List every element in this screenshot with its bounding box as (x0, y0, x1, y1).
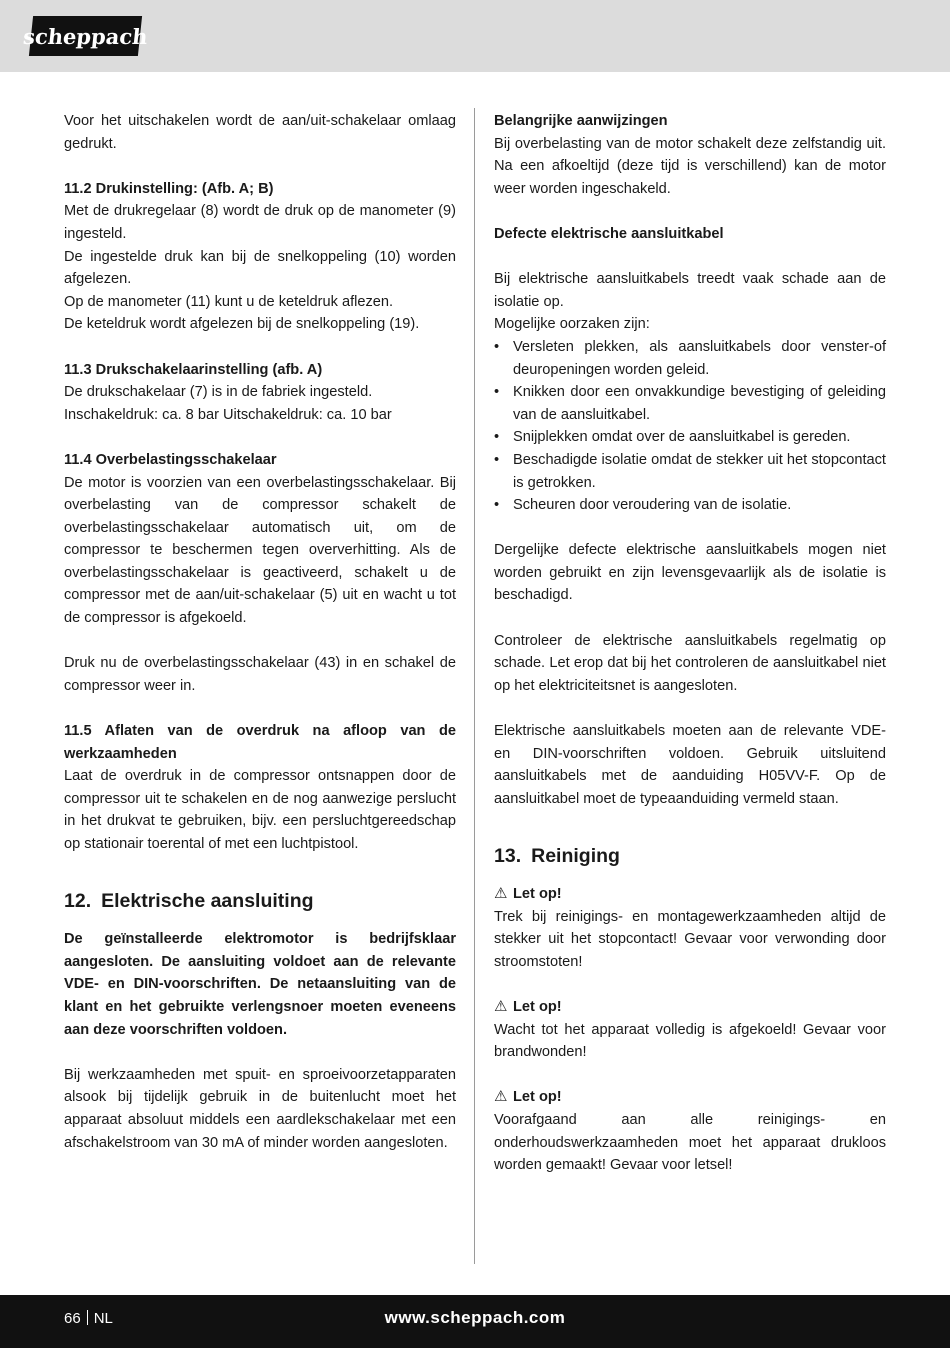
bullet: • (494, 384, 500, 401)
paragraph: Dergelijke defecte elektrische aansluitkabels mogen niet worden gebruikt en zijn levensgevaarlijk als de isolatie is beschadigd. (494, 542, 886, 604)
paragraph: Bij overbelasting van de motor schakelt deze zelfstandig uit. Na een afkoeltijd (deze tijd is verschillend) kan de motor weer worden ingeschakeld. (494, 135, 886, 197)
language-code: NL (93, 1310, 113, 1327)
column-divider (474, 108, 475, 1264)
warning-text: Trek bij reinigings- en montagewerkzaamheden altijd de stekker uit het stopcontact! Gevaar voor verwonding door stroomstoten! (494, 908, 886, 970)
list-item: • Beschadigde isolatie omdat de stekker uit het stopcontact is getrokken. (494, 449, 886, 494)
scheppach-logo: scheppach (29, 16, 142, 56)
section-11-4-title: 11.4 Overbelastingsschakelaar (64, 451, 277, 468)
section-title: Reiniging (531, 845, 620, 867)
page-header (0, 0, 950, 72)
section-11-5-title: 11.5 Aflaten van de overdruk na afloop van de werkzaamheden (64, 723, 456, 762)
paragraph: Met de drukregelaar (8) wordt de druk op de manometer (9) ingesteld. (64, 203, 456, 242)
list-item: • Knikken door een onvakkundige bevestiging of geleiding van de aansluitkabel. (494, 381, 886, 426)
right-column (494, 110, 886, 1177)
paragraph: Controleer de elektrische aansluitkabels regelmatig op schade. Let erop dat bij het controleren de aansluitkabel niet op het elektriciteitsnet is aangesloten. (494, 632, 886, 694)
bullet: • (494, 338, 500, 355)
section-12-heading (64, 878, 456, 922)
left-column (64, 110, 456, 1154)
list-item: • Snijplekken omdat over de aansluitkabel is gereden. (494, 426, 886, 449)
paragraph: De motor is voorzien van een overbelastingsschakelaar. Bij overbelasting van de compressor schakelt de overbelastingsschakelaar automatisch uit, om de compressor te beschermen tegen oververhitting. Als de overbelastingsschakelaar is geactiveerd, schakelt u de compressor met de aan/uit-schakelaar (5) uit en wacht u tot de compressor is afgekoeld. (64, 474, 456, 627)
defect-cable-title: Defecte elektrische aansluitkabel (494, 225, 724, 242)
section-title: Elektrische aansluiting (101, 890, 314, 913)
section-number: 12. (64, 890, 92, 913)
section-13-heading (494, 833, 886, 877)
paragraph: Inschakeldruk: ca. 8 bar Uitschakeldruk: ca. 10 bar (64, 406, 392, 423)
bullet: • (494, 451, 500, 468)
warning-label: ⚠ Let op! (494, 996, 886, 1019)
paragraph: Mogelijke oorzaken zijn: (494, 316, 650, 333)
warning-triangle-icon: ⚠ (494, 1088, 508, 1106)
warning-label: ⚠ Let op! (494, 883, 886, 906)
paragraph: Druk nu de overbelastingsschakelaar (43) in en schakel de compressor weer in. (64, 655, 456, 694)
important-notes-title: Belangrijke aanwijzingen (494, 113, 668, 129)
paragraph: De ingestelde druk kan bij de snelkoppeling (10) worden afgelezen. (64, 248, 456, 288)
bullet: • (494, 497, 500, 514)
section-number: 13. (494, 845, 522, 867)
page-footer (0, 1295, 950, 1348)
paragraph: De keteldruk wordt afgelezen bij de snelkoppeling (19). (64, 316, 420, 333)
intro-paragraph: Voor het uitschakelen wordt de aan/uit-schakelaar omlaag gedrukt. (64, 113, 456, 152)
paragraph: Laat de overdruk in de compressor ontsnappen door de compressor uit te schakelen en de nog aanwezige perslucht in het drukvat te gebruiken, bijv. een persluchtgereedschap op stationair toerental of met een luchtpistool. (64, 768, 456, 852)
paragraph: Op de manometer (11) kunt u de keteldruk aflezen. (64, 293, 394, 310)
website-link[interactable]: www.scheppach.com (384, 1308, 566, 1327)
warning-text: Wacht tot het apparaat volledig is afgekoeld! Gevaar voor brandwonden! (494, 1021, 886, 1061)
list-item: • Scheuren door veroudering van de isolatie. (494, 494, 886, 517)
causes-list (494, 336, 886, 517)
paragraph: Bij elektrische aansluitkabels treedt vaak schade aan de isolatie op. (494, 271, 886, 310)
section-11-2-title: 11.2 Drukinstelling: (Afb. A; B) (64, 180, 274, 197)
bold-paragraph: De geïnstalleerde elektromotor is bedrijfsklaar aangesloten. De aansluiting voldoet aan de relevante VDE- en DIN-voorschriften. De netaansluiting van de klant en het gebruikte verlengsnoer moeten eveneens aan deze voorschriften voldoen. (64, 931, 456, 1038)
bullet: • (494, 429, 500, 446)
section-11-3-title: 11.3 Drukschakelaarinstelling (afb. A) (64, 361, 323, 378)
paragraph: Elektrische aansluitkabels moeten aan de relevante VDE- en DIN-voorschriften voldoen. Gebruik uitsluitend aansluitkabels met de aanduiding H05VV-F. Op de aansluitkabel moet de typeaanduiding vermeld staan. (494, 723, 886, 807)
warning-triangle-icon: ⚠ (494, 997, 508, 1015)
list-item: • Versleten plekken, als aansluitkabels door venster-of deuropeningen worden geleid. (494, 336, 886, 381)
warning-triangle-icon: ⚠ (494, 885, 508, 902)
paragraph: De drukschakelaar (7) is in de fabriek ingesteld. (64, 384, 373, 401)
page-number: 66 NL (64, 1310, 113, 1327)
warning-label: ⚠ Let op! (494, 1086, 886, 1109)
warning-text: Voorafgaand aan alle reinigings- en onderhoudswerkzaamheden moet het apparaat drukloos worden gemaakt! Gevaar voor letsel! (494, 1111, 886, 1174)
paragraph: Bij werkzaamheden met spuit- en sproeivoorzetapparaten alsook bij tijdelijk gebruik in de buitenlucht moet het apparaat absoluut middels een aardlekschakelaar met een afschakelstroom van 30 mA of minder worden aangesloten. (64, 1066, 456, 1151)
